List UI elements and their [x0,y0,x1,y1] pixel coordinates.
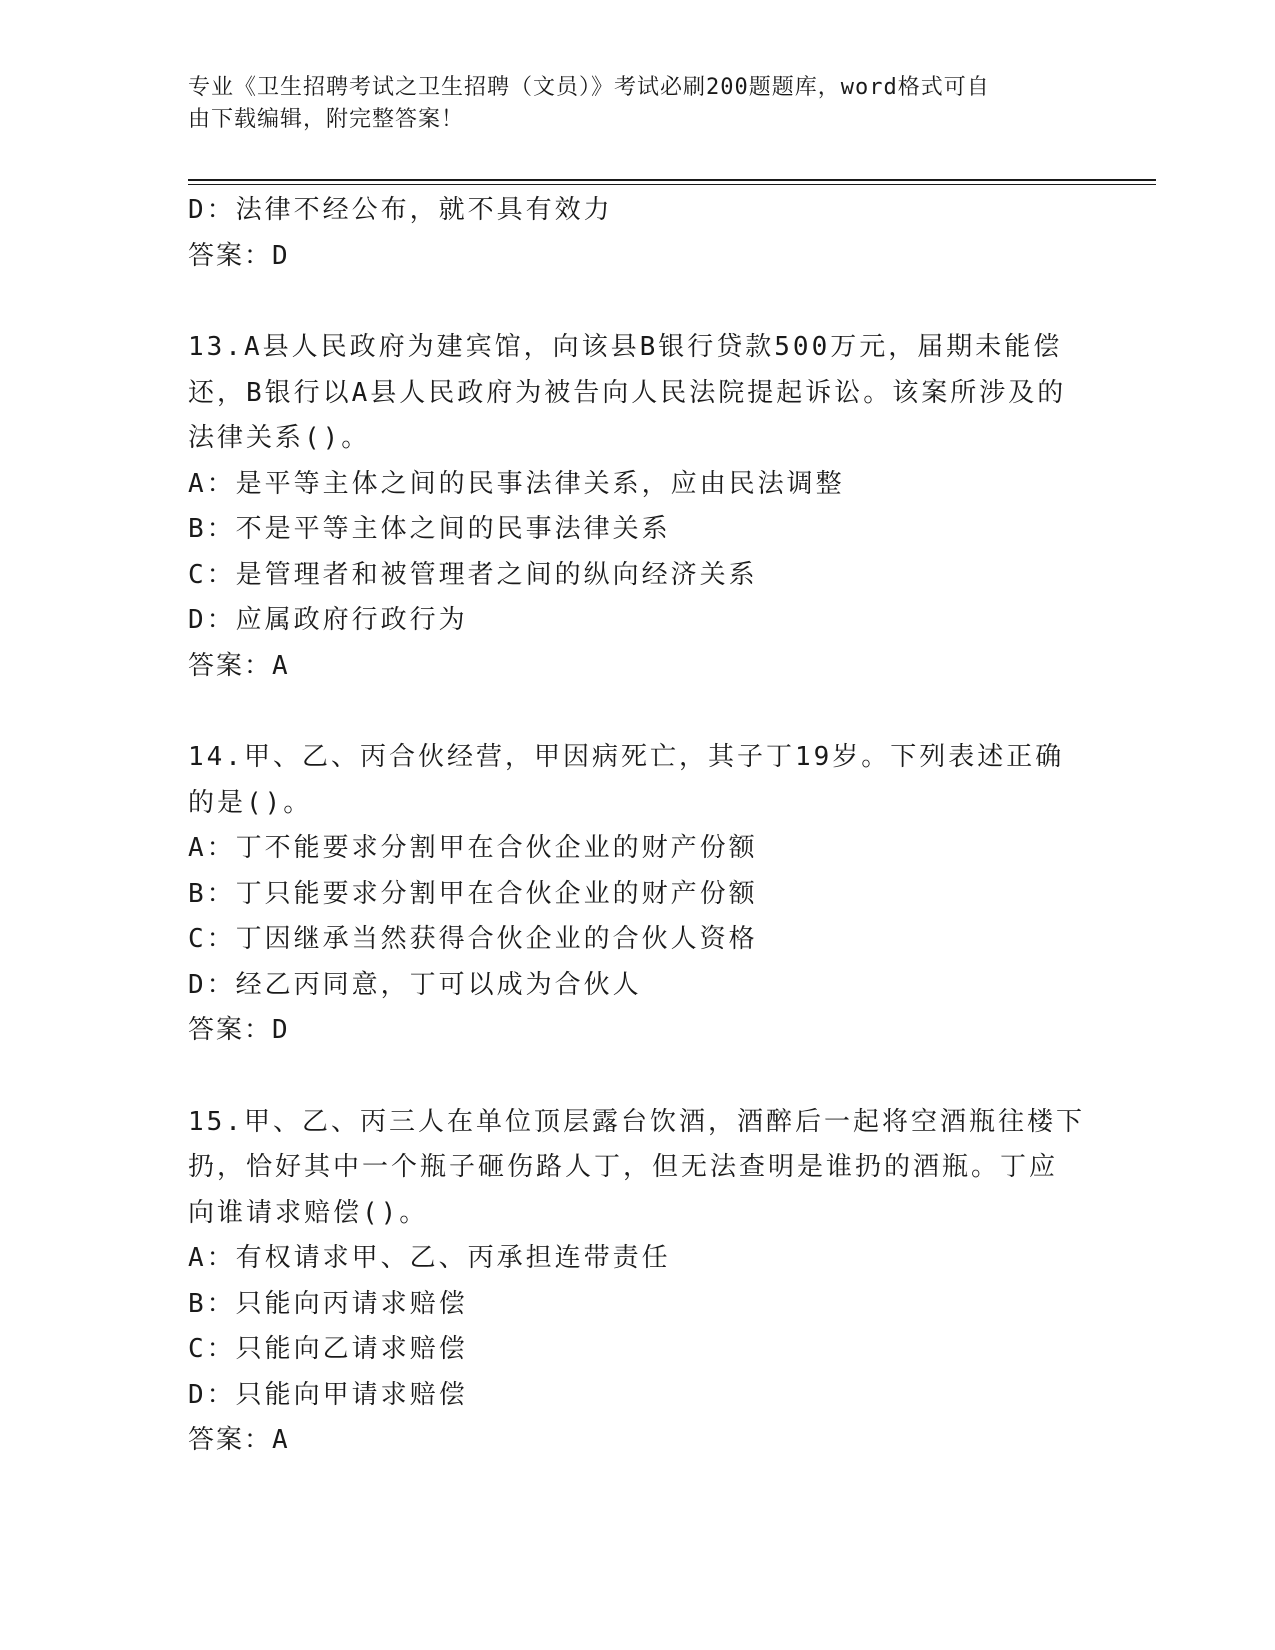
page-header [188,72,1068,136]
question-stem-line: 的是()。 [188,787,313,818]
question-14 [188,735,1088,1054]
option-a: A：是平等主体之间的民事法律关系，应由民法调整 [188,468,845,499]
answer-value: D [272,1015,290,1045]
option-b: B：只能向丙请求赔偿 [188,1288,468,1319]
header-divider-thick [188,179,1156,181]
question-stem-line: 法律关系()。 [188,423,371,453]
header-divider-thin [188,184,1156,185]
question-stem-line: 14.甲、乙、丙合伙经营，甲因病死亡，其子丁19岁。下列表述正确 [188,742,1065,772]
answer-label: 答案： [188,650,273,681]
header-line-2: 由下载编辑，附完整答案！ [188,107,465,132]
question-content [188,188,1088,1464]
option-d: D：应属政府行政行为 [188,605,468,635]
question-stem-line: 还，B银行以A县人民政府为被告向人民法院提起诉讼。该案所涉及的 [188,377,1067,408]
option-a: A：丁不能要求分割甲在合伙企业的财产份额 [188,833,758,863]
option-c: C：是管理者和被管理者之间的纵向经济关系 [188,559,758,590]
prev-option-d: D：法律不经公布，就不具有效力 [188,195,613,225]
answer-label: 答案： [188,240,273,271]
header-line-1: 专业《卫生招聘考试之卫生招聘（文员）》考试必刷200题题库，word格式可自 [188,75,990,100]
spacer [188,279,1088,325]
answer-value: D [272,240,290,271]
answer-label: 答案： [188,1015,273,1045]
question-stem-line: 向谁请求赔偿()。 [188,1197,429,1228]
question-15 [188,1100,1088,1464]
option-b: B：不是平等主体之间的民事法律关系 [188,514,671,544]
prev-answer [188,234,1088,280]
answer [188,644,1088,690]
question-stem-line: 扔，恰好其中一个瓶子砸伤路人丁，但无法查明是谁扔的酒瓶。丁应 [188,1152,1059,1182]
answer [188,1008,1088,1054]
option-a: A：有权请求甲、乙、丙承担连带责任 [188,1243,671,1273]
answer-value: A [272,650,290,681]
question-stem-line: 15.甲、乙、丙三人在单位顶层露台饮酒，酒醉后一起将空酒瓶往楼下 [188,1106,1085,1137]
option-b: B：丁只能要求分割甲在合伙企业的财产份额 [188,878,758,909]
question-stem-line: 13.A县人民政府为建宾馆，向该县B银行贷款500万元，届期未能偿 [188,332,1063,362]
answer-label: 答案： [188,1425,273,1455]
option-c: C：只能向乙请求赔偿 [188,1334,468,1364]
option-d: D：只能向甲请求赔偿 [188,1379,468,1410]
spacer [188,689,1088,735]
option-d: D：经乙丙同意，丁可以成为合伙人 [188,969,642,1000]
question-13 [188,325,1088,689]
answer-value: A [272,1425,290,1455]
option-c: C：丁因继承当然获得合伙企业的合伙人资格 [188,924,758,954]
spacer [188,1054,1088,1100]
answer [188,1418,1088,1464]
